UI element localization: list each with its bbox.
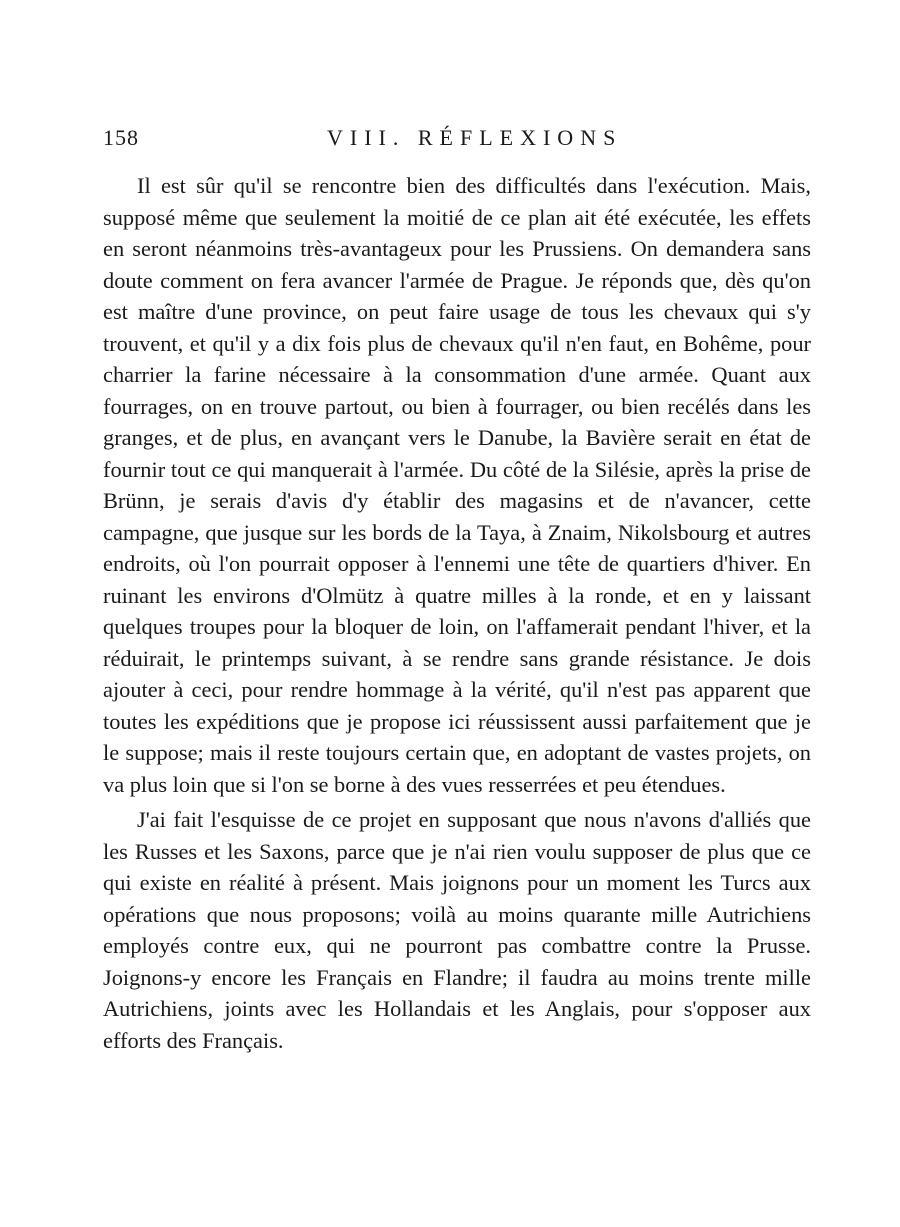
body-text bbox=[103, 170, 811, 1056]
paragraph: J'ai fait l'esquisse de ce projet en supposant que nous n'avons d'alliés que les Russes et les Saxons, parce que je n'ai rien voulu supposer de plus que ce qui existe en réalité à présent. Mais joignons pour un moment les Turcs aux opérations que nous proposons; voilà au moins quarante mille Autrichiens employés contre eux, qui ne pourront pas combattre contre la Prusse. Joignons-y encore les Français en Flandre; il faudra au moins trente mille Autrichiens, joints avec les Hollandais et les Anglais, pour s'opposer aux efforts des Français. bbox=[103, 807, 811, 1053]
paragraph: Il est sûr qu'il se rencontre bien des difficultés dans l'exécution. Mais, supposé même que seulement la moitié de ce plan ait été exécutée, les effets en seront néanmoins très-avantageux pour les Prussiens. On demandera sans doute comment on fera avancer l'armée de Prague. Je réponds que, dès qu'on est maître d'une province, on peut faire usage de tous les chevaux qui s'y trouvent, et qu'il y a dix fois plus de chevaux qu'il n'en faut, en Bohême, pour charrier la farine nécessaire à la consommation d'une armée. Quant aux fourrages, on en trouve partout, ou bien à fourrager, ou bien recélés dans les granges, et de plus, en avançant vers le Danube, la Bavière serait en état de fournir tout ce qui manquerait à l'armée. Du côté de la Silésie, après la prise de Brünn, je serais d'avis d'y établir des magasins et de n'avancer, cette campagne, que jusque sur les bords de la Taya, à Znaim, Nikolsbourg et autres endroits, où l'on pourrait opposer à l'ennemi une tête de quartiers d'hiver. En ruinant les environs d'Olmütz à quatre milles à la ronde, et en y laissant quelques troupes pour la bloquer de loin, on l'affamerait pendant l'hiver, et la réduirait, le printemps suivant, à se rendre sans grande résistance. Je dois ajouter à ceci, pour rendre hommage à la vérité, qu'il n'est pas apparent que toutes les expéditions que je propose ici réussissent aussi parfaitement que je le suppose; mais il reste toujours certain que, en adoptant de vastes projets, on va plus loin que si l'on se borne à des vues resserrées et peu étendues. bbox=[103, 173, 811, 797]
running-head bbox=[103, 125, 808, 157]
page-number: 158 bbox=[103, 125, 139, 150]
running-title: VIII. RÉFLEXIONS bbox=[327, 125, 623, 150]
